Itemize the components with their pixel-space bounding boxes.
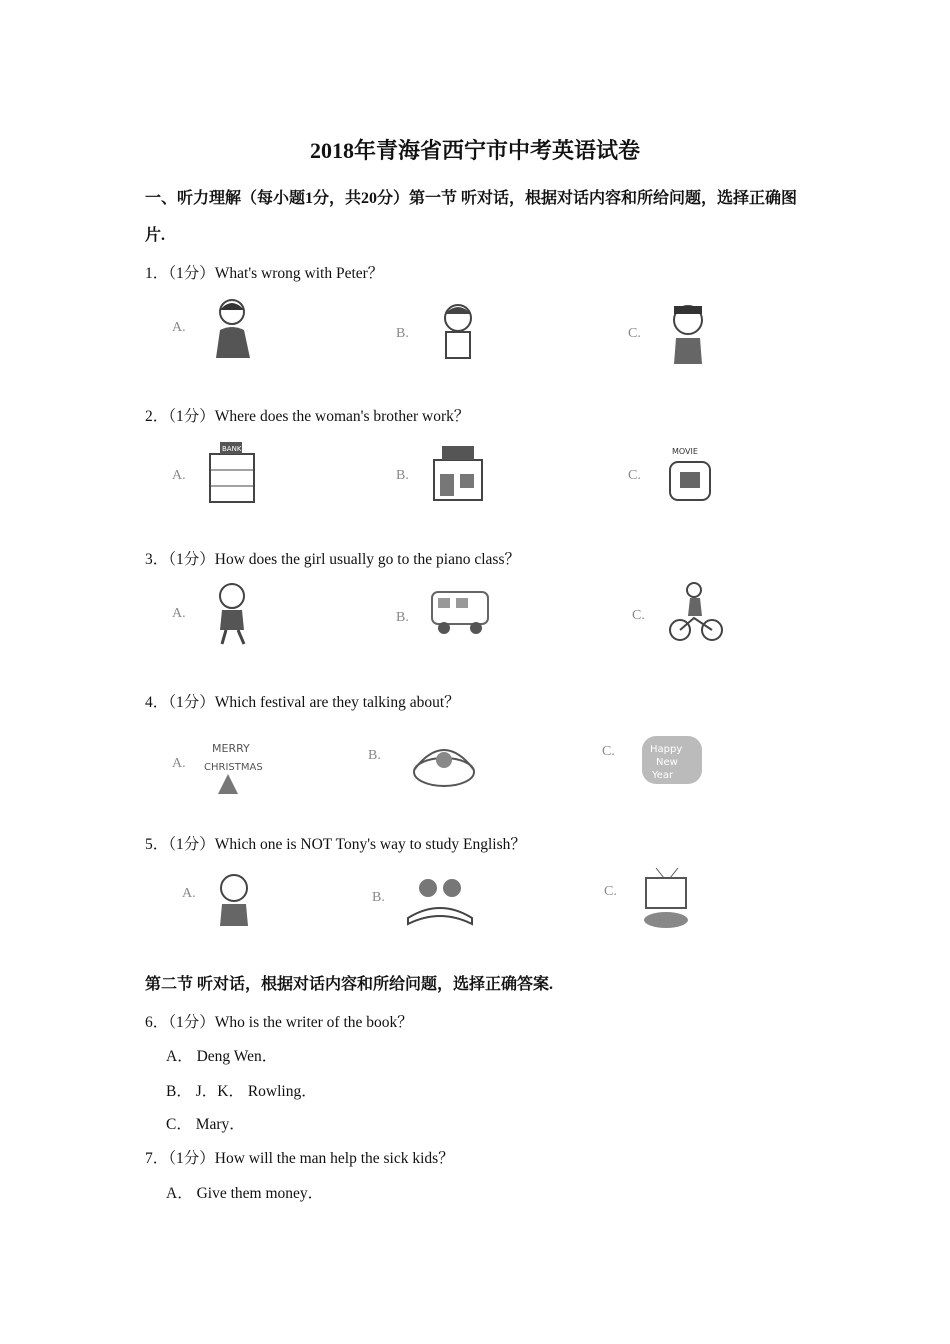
new-year-picture [634,726,710,792]
question-text: How will the man help the sick kids？ [214,1150,454,1167]
merry-text: MERRY [212,742,250,755]
cinema-picture [660,440,720,506]
option-c[interactable]: C． Mary． [166,1116,245,1133]
christmas-picture [204,728,280,800]
option-label: C. [602,744,615,759]
picture-option-b[interactable] [392,440,512,520]
picture-option-c[interactable] [600,866,720,946]
question-6 [145,1010,413,1032]
question-text: What's wrong with Peter？ [214,265,384,282]
question-number: 6．（1分） [145,1014,215,1031]
picture-option-a[interactable] [168,578,288,658]
option-label: C. [628,468,641,483]
boy-listening-picture [204,868,264,934]
new-text: New [656,757,678,768]
question-number: 1．（1分） [145,265,215,282]
page-title: 2018年青海省西宁市中考英语试卷 [309,138,640,163]
question-number: 4．（1分） [145,694,215,711]
picture-option-a[interactable] [168,868,288,948]
question-1 [145,261,383,283]
bicycle-picture [664,580,728,646]
question-text: Where does the woman's brother work？ [214,408,470,425]
question-text: Who is the writer of the book？ [214,1014,413,1031]
picture-option-a[interactable] [168,292,288,372]
option-a[interactable]: A． Give them money． [166,1185,324,1202]
question-number: 7．（1分） [145,1150,215,1167]
watching-tv-picture [636,866,700,932]
year-text: Year [652,770,674,781]
picture-option-a[interactable] [168,728,288,808]
question-number: 3．（1分） [145,551,215,568]
christmas-text: CHRISTMAS [204,762,263,773]
picture-option-c[interactable] [624,298,744,378]
question-text: Which one is NOT Tony's way to study English？ [214,836,526,853]
option-label: B. [396,610,409,625]
option-label: C. [604,884,617,899]
option-label: A. [172,468,186,483]
picture-option-b[interactable] [368,868,488,948]
question-4 [145,690,460,712]
picture-option-b[interactable] [364,726,484,806]
option-label: B. [396,468,409,483]
question-text: Which festival are they talking about？ [214,694,460,711]
basket-picture [400,726,496,792]
option-label: A. [172,606,186,621]
picture-option-c[interactable] [598,726,718,806]
bank-sign: BANK [222,445,242,453]
option-b[interactable]: B． J．K． Rowling． [166,1083,317,1100]
part1-heading: 一、听力理解（每小题1分，共20分）第一节 听对话，根据对话内容和所给问题，选择正确图片. [145,190,798,244]
bank-picture [204,440,264,506]
shop-picture [428,440,488,506]
option-label: A. [172,320,186,335]
question-7 [145,1146,454,1168]
option-label: B. [372,890,385,905]
picture-option-c[interactable] [628,580,748,660]
girl-walking-picture [204,578,264,648]
picture-option-a[interactable] [168,440,288,520]
picture-option-c[interactable] [624,440,744,520]
boy-toothache-picture [660,298,720,370]
option-label: C. [628,326,641,341]
picture-option-b[interactable] [392,298,512,378]
question-text: How does the girl usually go to the piano class？ [214,551,520,568]
option-label: B. [368,748,381,763]
option-label: C. [632,608,645,623]
question-2 [145,404,469,426]
option-label: B. [396,326,409,341]
section-2-heading: 第二节 听对话，根据对话内容和所给问题，选择正确答案. [145,976,554,993]
option-label: A. [172,756,186,771]
question-number: 2．（1分） [145,408,215,425]
reading-book-picture [404,868,476,928]
sick-boy-picture [204,292,264,364]
question-3 [145,547,520,569]
boy-picture [428,298,488,368]
option-a[interactable]: A． Deng Wen． [166,1048,278,1065]
question-5 [145,832,526,854]
question-number: 5．（1分） [145,836,215,853]
movie-sign: MOVIE [672,447,698,456]
option-label: A. [182,886,196,901]
bus-picture [428,582,492,638]
picture-option-b[interactable] [392,582,512,662]
happy-text: Happy [650,744,683,755]
